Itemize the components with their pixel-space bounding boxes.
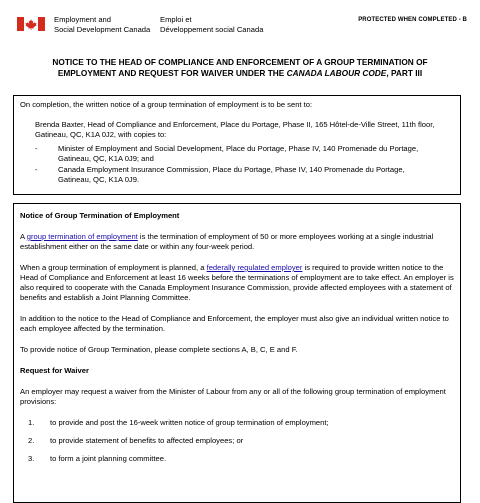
department-name-french bbox=[160, 15, 263, 35]
notice-paragraph-definition bbox=[20, 232, 455, 252]
copies-list-item-text: Canada Employment Insurance Commission, Place du Portage, Phase IV, 140 Promenade du Portage, Gatineau, QC, K1A 0J9. bbox=[58, 165, 405, 184]
list-number: 1. bbox=[28, 418, 35, 427]
list-number: 2. bbox=[28, 436, 35, 445]
department-en-line2: Social Development Canada bbox=[54, 25, 151, 34]
waiver-heading: Request for Waiver bbox=[20, 366, 89, 375]
send-to-lead: On completion, the written notice of a group termination of employment is to be sent to: bbox=[20, 100, 313, 109]
notice-heading: Notice of Group Termination of Employment bbox=[20, 211, 180, 220]
title-line2-end: , PART III bbox=[386, 68, 423, 78]
waiver-list bbox=[20, 418, 455, 464]
waiver-item-text: to provide and post the 16-week written notice of group termination of employment; bbox=[50, 418, 329, 427]
waiver-list-item bbox=[20, 454, 455, 464]
group-termination-link[interactable]: group termination of employment bbox=[26, 232, 138, 241]
document-title bbox=[14, 57, 466, 79]
list-dash: - bbox=[35, 144, 38, 153]
paragraph-text: When a group termination of employment is planned, a bbox=[20, 263, 207, 272]
paragraph-text: is the termination of employment of 50 or more employees working at a single industrial establishment either on the same date or within any four-week period. bbox=[20, 232, 434, 251]
notice-paragraph-individual: In addition to the notice to the Head of Compliance and Enforcement, the employer must also give an individual written notice to each employee affected by the termination. bbox=[20, 314, 449, 333]
canada-flag-icon bbox=[17, 17, 45, 31]
waiver-item-text: to provide statement of benefits to affected employees; or bbox=[50, 436, 244, 445]
waiver-item-text: to form a joint planning committee. bbox=[50, 454, 167, 463]
waiver-list-item bbox=[20, 436, 455, 446]
title-line2-start: EMPLOYMENT AND REQUEST FOR WAIVER UNDER THE bbox=[57, 68, 287, 78]
notice-paragraph-sections: To provide notice of Group Termination, please complete sections A, B, C, E and F. bbox=[20, 345, 298, 354]
waiver-list-item bbox=[20, 418, 455, 428]
department-name-english bbox=[54, 15, 150, 35]
copies-list-item-text: Minister of Employment and Social Development, Place du Portage, Phase IV, 140 Promenade du Portage, Gatineau, QC, K1A 0J9; and bbox=[58, 144, 419, 163]
paragraph-text: is required to provide written notice to the Head of Compliance and Enforcement at least 16 weeks before the terminations of employment are to take effect. An employer is also required to cooperate with the Canada Employment Insurance Commission, provide affected employees with a statement of benefits and establish a Joint Planning Committee. bbox=[20, 263, 454, 302]
notice-content bbox=[20, 211, 455, 472]
copies-list-item bbox=[35, 165, 435, 185]
waiver-intro: An employer may request a waiver from the Minister of Labour from any or all of the following group termination of employment provisions: bbox=[20, 387, 446, 406]
send-to-box bbox=[13, 95, 461, 195]
page-header bbox=[0, 0, 480, 40]
department-en-line1: Employment and bbox=[54, 15, 111, 24]
notice-paragraph-requirements bbox=[20, 263, 455, 303]
list-dash: - bbox=[35, 165, 38, 174]
paragraph-text: A bbox=[20, 232, 27, 241]
notice-box bbox=[13, 203, 461, 503]
title-line2 bbox=[14, 68, 466, 79]
list-number: 3. bbox=[28, 454, 35, 463]
send-to-address: Brenda Baxter, Head of Compliance and Enforcement, Place du Portage, Phase II, 165 Hôtel-de-Ville Street, 11th floor, Gatineau, QC, K1A 0J2, with copies to: bbox=[35, 120, 435, 139]
title-line1: NOTICE TO THE HEAD OF COMPLIANCE AND ENFORCEMENT OF A GROUP TERMINATION OF bbox=[52, 57, 428, 67]
federally-regulated-employer-link[interactable]: federally regulated employer bbox=[206, 263, 303, 272]
title-act-name: CANADA LABOUR CODE bbox=[286, 68, 387, 78]
protected-label: PROTECTED WHEN COMPLETED - B bbox=[358, 17, 467, 23]
copies-list bbox=[35, 144, 435, 186]
department-fr-line1: Emploi et bbox=[160, 15, 192, 24]
department-fr-line2: Développement social Canada bbox=[160, 25, 264, 34]
copies-list-item bbox=[35, 144, 435, 164]
